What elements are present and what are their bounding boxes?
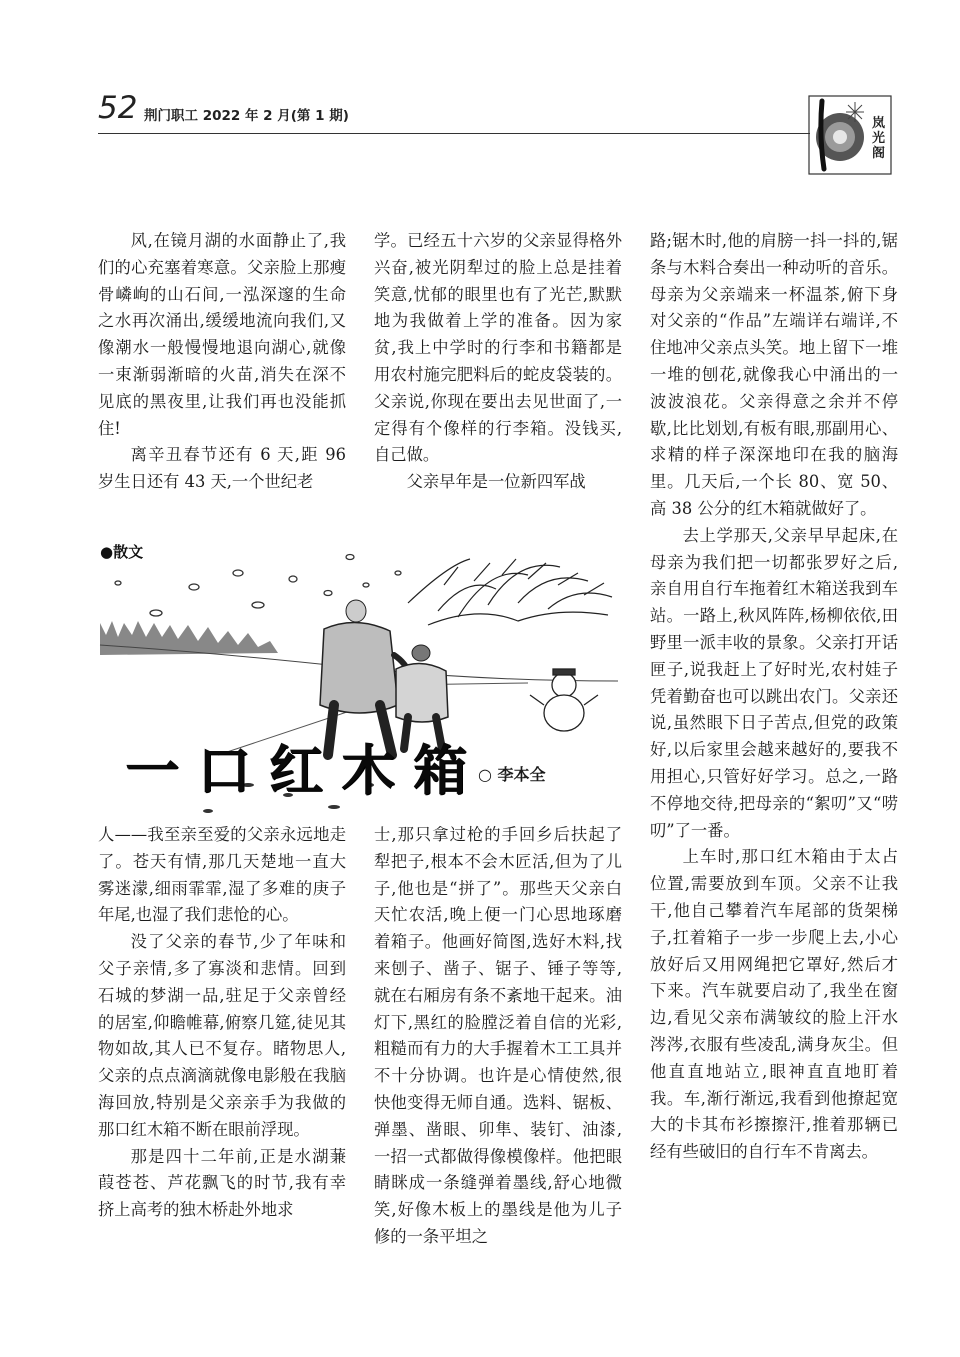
paragraph: 学。已经五十六岁的父亲显得格外兴奋,被光阴犁过的脸上总是挂着笑意,忧郁的眼里也有了光芒,默默地为我做着上学的准备。因为家贫,我上中学时的行李和书籍都是用农村施完肥料后的蛇皮袋装的。父亲说,你现在要出去见世面了,一定得有个像样的行李箱。没钱买,自己做。 [374,231,622,465]
paragraph: 父亲早年是一位新四军战 [406,472,586,492]
column-logo [808,95,892,175]
paragraph: 去上学那天,父亲早早起床,在母亲为我们把一切都张罗好之后,亲自用自行车拖着红木箱送我到车站。一路上,秋风阵阵,杨柳依依,田野里一派丰收的景象。父亲打开话匣子,说我赶上了好时光,农村娃子凭着勤奋也可以跳出农门。父亲还说,虽然眼下日子苦点,但党的政策好,以后家里会越来越好的,要我不用担心,只管好好学习。总之,一路不停地交待,把母亲的“絮叨”又“唠叨”了一番。 [650,525,898,840]
header-rule [98,133,810,134]
paragraph: 风,在镜月湖的水面静止了,我们的心充塞着寒意。父亲脸上那瘦骨嶙峋的山石间,一泓深邃的生命之水再次涌出,缓缓地流向我们,又像潮水一般慢慢地退向湖心,就像一束渐弱渐暗的火苗,消失在深不见底的黑夜里,让我们再也没能抓住! [98,231,346,438]
column-logo-label: 岚光阁 [871,116,885,161]
paragraph: 路;锯木时,他的肩膀一抖一抖的,锯条与木料合奏出一种动听的音乐。母亲为父亲端来一杯温茶,俯下身对父亲的“作品”左端详右端详,不住地冲父亲点头笑。地上留下一堆一堆的刨花,就像我心中涌出的一波波浪花。父亲得意之余并不停歇,比比划划,有板有眼,那副用心、求精的样子深深地印在我的脑海里。几天后,一个长 80、宽 50、高 38 公分的红木箱就做好了。 [650,231,898,518]
column-1-upper [98,228,346,496]
column-2-upper [374,228,622,496]
paragraph: 上车时,那口红木箱由于太占位置,需要放到车顶。父亲不让我干,他自己攀着汽车尾部的货架梯子,扛着箱子一步一步爬上去,小心放好后又用网绳把它罩好,然后才下来。汽车就要启动了,我坐在窗边,看见父亲布满皱纹的脸上汗水涔涔,衣服有些凌乱,满身灰尘。但他直直地站立,眼神直直地盯着我。车,渐行渐远,我看到他撩起宽大的卡其布衫擦擦汗,推着那辆已经有些破旧的自行车不肯离去。 [650,847,898,1162]
paragraph: 士,那只拿过枪的手回乡后扶起了犁把子,根本不会木匠活,但为了儿子,他也是“拼了”。那些天父亲白天忙农活,晚上便一门心思地琢磨着箱子。他画好简图,选好木料,找来刨子、凿子、锯子、锤子等等,就在右厢房有条不紊地干起来。油灯下,黑红的脸膛泛着自信的光彩,粗糙而有力的大手握着木工工具并不十分协调。也许是心情使然,很快他变得无师自通。选料、锯板、弹墨、凿眼、卯隼、装钉、油漆,一招一式都做得像模像样。他把眼睛眯成一条缝弹着墨线,舒心地微笑,好像木板上的墨线是他为儿子修的一条平坦之 [374,825,622,1246]
article-title: 一口红木箱 [125,739,485,802]
paragraph: 没了父亲的春节,少了年味和父子亲情,多了寡淡和悲情。回到石城的梦湖一品,驻足于父亲曾经的居室,仰瞻帷幕,俯察几筵,徒见其物如故,其人已不复存。睹物思人,父亲的点点滴滴就像电影般在我脑海回放,特别是父亲亲手为我做的那口红木箱不断在眼前浮现。 [98,932,346,1139]
article-author: ○ 李本全 [478,765,546,784]
column-3 [650,228,898,1166]
column-1-lower [98,822,346,1224]
paragraph: 离辛丑春节还有 6 天,距 96 岁生日还有 43 天,一个世纪老 [98,445,346,492]
bare-tree-icon [408,559,612,625]
running-head: 荆门职工 2022 年 2 月(第 1 期) [144,108,349,124]
column-2-lower [374,822,622,1251]
paragraph: 那是四十二年前,正是水湖蒹葭苍苍、芦花飘飞的时节,我有幸挤上高考的独木桥赴外地求 [98,1146,346,1220]
treeline [100,621,278,655]
section-label: ●散文 [100,543,144,561]
paragraph: 人——我至亲至爱的父亲永远地走了。苍天有情,那几天楚地一直大雾迷濛,细雨霏霏,湿了多难的庚子年尾,也湿了我们悲怆的心。 [98,825,346,925]
page-number: 52 [98,90,138,126]
snowman-icon [530,669,598,731]
